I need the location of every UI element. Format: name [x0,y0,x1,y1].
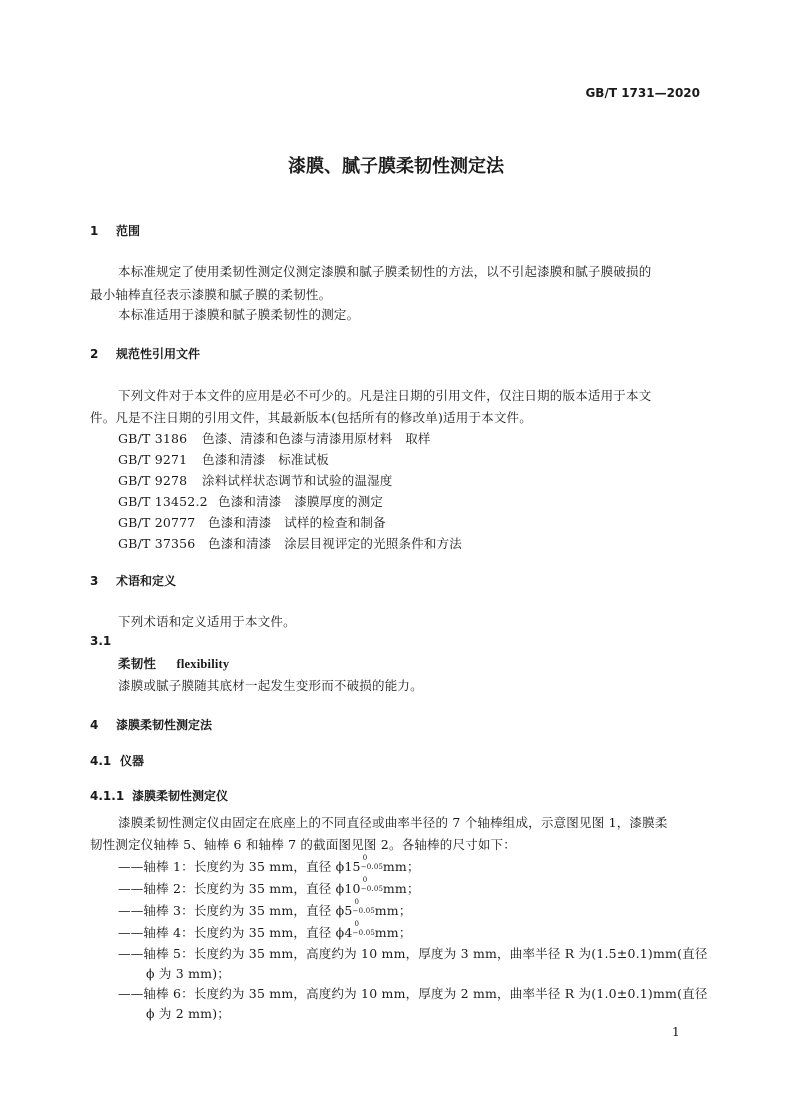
section-number: 4.1 [90,754,112,768]
reference-item [118,534,462,552]
paragraph-line: 漆膜柔韧性测定仪由固定在底座上的不同直径或曲率半径的 7 个轴棒组成，示意图见图 1，漆膜柔 [118,815,668,830]
list-item-text: mm； [378,859,420,874]
list-item-text: mm； [370,903,412,918]
reference-code: GB/T 3186 [118,431,188,446]
section-title: 范围 [116,224,141,238]
tolerance [360,876,384,893]
tolerance-upper: 0 [354,920,360,928]
paragraph-line: 韧性测定仪轴棒 5、轴棒 6 和轴棒 7 的截面图见图 2。各轴棒的尺寸如下： [90,837,516,852]
list-item [118,854,420,875]
list-item [118,876,420,897]
subsection-4-1-1-heading [90,787,228,804]
section-number: 2 [90,347,99,361]
section-title: 规范性引用文件 [116,347,201,361]
tolerance-upper: 0 [362,854,368,862]
reference-code: GB/T 13452.2 [118,494,208,509]
section-number: 1 [90,224,99,238]
list-item: ——轴棒 5：长度约为 35 mm，高度约为 10 mm，厚度为 3 mm，曲率半径 R 为(1.5±0.1)mm(直径 [118,946,708,961]
tolerance [352,920,375,937]
term-heading [118,654,229,672]
reference-code: GB/T 9278 [118,473,188,488]
list-item-text: mm； [370,925,412,940]
section-title: 漆膜柔韧性测定仪 [132,789,229,803]
tolerance-lower: −0.05 [360,863,384,871]
reference-item [118,471,393,489]
list-item-continuation: ϕ 为 3 mm)； [146,966,230,981]
reference-item [118,513,386,531]
tolerance-lower: −0.05 [360,885,384,893]
section-title: 术语和定义 [116,574,177,588]
term-chinese: 柔韧性 [118,656,157,671]
term-number: 3.1 [90,634,112,648]
tolerance [352,898,375,915]
list-item-text: ——轴棒 3：长度约为 35 mm，直径 ϕ5 [118,903,353,918]
list-item-text: ——轴棒 1：长度约为 35 mm，直径 ϕ15 [118,859,361,874]
term-definition: 漆膜或腻子膜随其底材一起发生变形而不破损的能力。 [118,678,423,693]
reference-title: 涂料试样状态调节和试验的温湿度 [202,473,393,488]
reference-code: GB/T 37356 [118,536,196,551]
section-1-heading [90,222,140,239]
section-title: 漆膜柔韧性测定法 [116,718,213,732]
section-title: 仪器 [120,754,145,768]
list-item [118,920,412,941]
reference-item [118,492,383,510]
paragraph-line: 本标准适用于漆膜和腻子膜柔韧性的测定。 [118,307,360,322]
section-number: 3 [90,574,99,588]
list-item: ——轴棒 6：长度约为 35 mm，高度约为 10 mm，厚度为 2 mm，曲率半径 R 为(1.0±0.1)mm(直径 [118,986,708,1001]
section-2-heading [90,345,200,362]
paragraph-line: 件。凡是不注日期的引用文件，其最新版本(包括所有的修改单)适用于本文件。 [90,410,532,425]
reference-item [118,429,431,447]
tolerance-lower: −0.05 [352,929,375,937]
reference-code: GB/T 9271 [118,452,188,467]
subsection-4-1-heading [90,752,144,769]
term-english: flexibility [176,657,230,671]
paragraph-line: 下列术语和定义适用于本文件。 [118,614,296,629]
paragraph-line: 最小轴棒直径表示漆膜和腻子膜的柔韧性。 [90,287,332,302]
section-number: 4 [90,718,99,732]
reference-title: 色漆、清漆和色漆与清漆用原材料 取样 [202,431,431,446]
tolerance-upper: 0 [362,876,368,884]
list-item [118,898,412,919]
standard-code: GB/T 1731—2020 [585,86,700,100]
tolerance-lower: −0.05 [352,907,375,915]
list-item-text: ——轴棒 4：长度约为 35 mm，直径 ϕ4 [118,925,353,940]
list-item-text: mm； [378,881,420,896]
list-item-continuation: ϕ 为 2 mm)； [146,1006,230,1021]
tolerance [360,854,384,871]
reference-item [118,450,329,468]
section-number: 4.1.1 [90,789,125,803]
reference-title: 色漆和清漆 标准试板 [202,452,330,467]
section-4-heading [90,716,212,733]
page-number: 1 [671,1024,680,1039]
list-item-text: ——轴棒 2：长度约为 35 mm，直径 ϕ10 [118,881,361,896]
paragraph-line: 下列文件对于本文件的应用是必不可少的。凡是注日期的引用文件，仅注日期的版本适用于本文 [118,388,652,403]
section-3-heading [90,572,176,589]
paragraph-line: 本标准规定了使用柔韧性测定仪测定漆膜和腻子膜柔韧性的方法，以不引起漆膜和腻子膜破损的 [118,264,652,279]
reference-title: 色漆和清漆 漆膜厚度的测定 [218,494,384,509]
reference-code: GB/T 20777 [118,515,196,530]
reference-title: 色漆和清漆 试样的检查和制备 [208,515,386,530]
tolerance-upper: 0 [354,898,360,906]
document-title: 漆膜、腻子膜柔韧性测定法 [288,156,504,177]
reference-title: 色漆和清漆 涂层目视评定的光照条件和方法 [208,536,463,551]
